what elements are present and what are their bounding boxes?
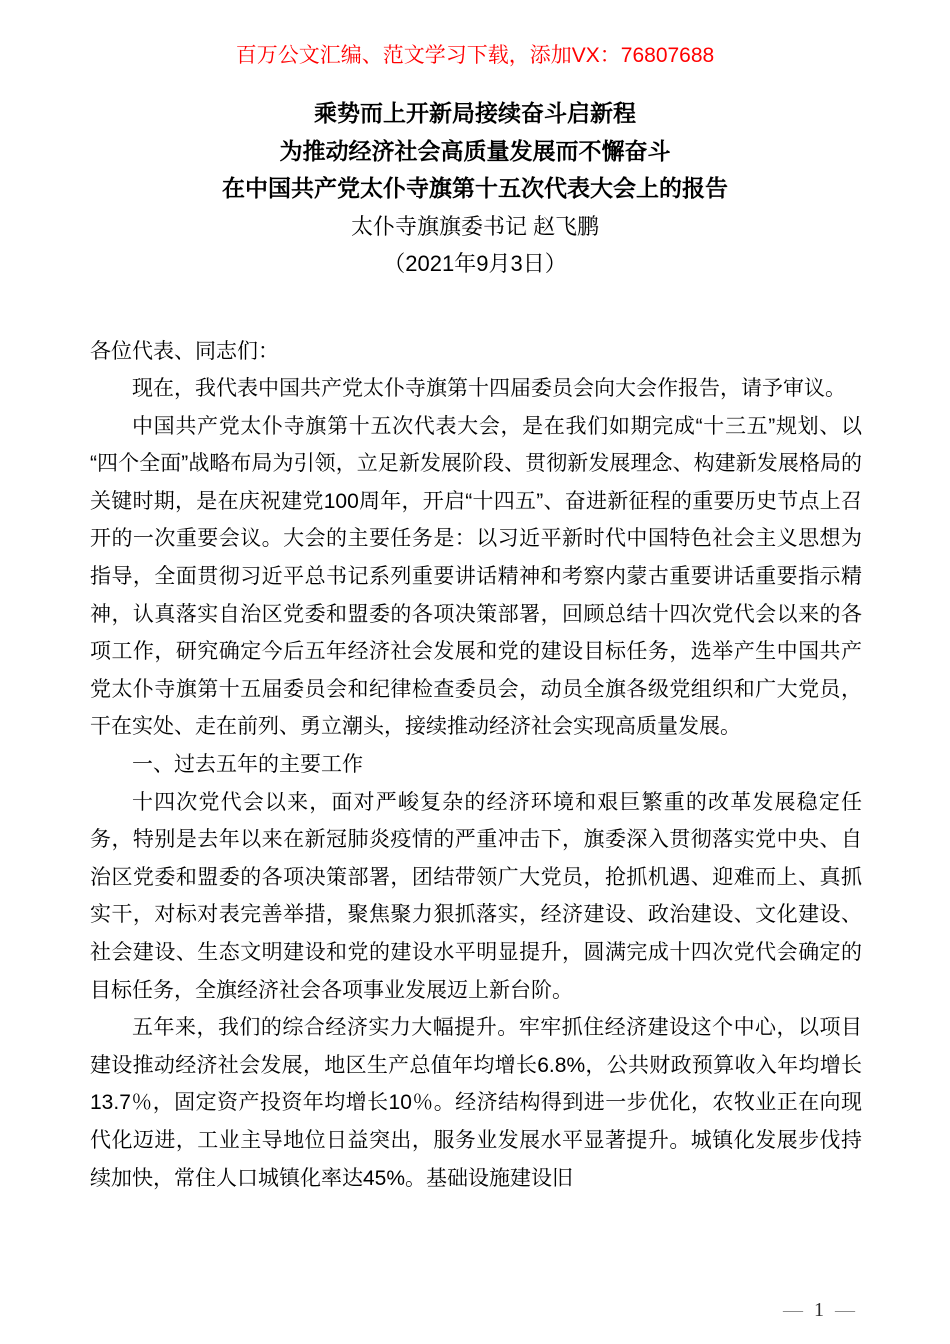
title-block (0, 95, 950, 283)
salutation: 各位代表、同志们： (90, 339, 279, 363)
document-title-line-2: 为推动经济社会高质量发展而不懈奋斗 (279, 137, 671, 164)
paragraph-intro: 现在，我代表中国共产党太仆寺旗第十四届委员会向大会作报告，请予审议。 (132, 377, 846, 401)
paragraph-congress-tasks: 中国共产党太仆寺旗第十五次代表大会，是在我们如期完成“十三五”规划、以“四个全面”战略布局为引领，立足新发展阶段、贯彻新发展理念、构建新发展格局的关键时期，是在庆祝建党100周年，开启“十四五”、奋进新征程的重要历史节点上召开的一次重要会议。大会的主要任务是：以习近平新时代中国特色社会主义思想为指导，全面贯彻习近平总书记系列重要讲话精神和考察内蒙古重要讲话重要指示精神，认真落实自治区党委和盟委的各项决策部署，回顾总结十四次党代会以来的各项工作，研究确定今后五年经济社会发展和党的建设目标任务，选举产生中国共产党太仆寺旗第十五届委员会和纪律检查委员会，动员全旗各级党组织和广大党员，干在实处、走在前列、勇立潮头，接续推动经济社会实现高质量发展。 (90, 414, 862, 739)
page-number-dash-left: — (783, 1299, 803, 1321)
document-body (90, 333, 862, 1198)
section-heading: 一、过去五年的主要工作 (132, 753, 363, 777)
page-number-value: 1 (814, 1299, 824, 1321)
paragraph-economic-growth: 五年来，我们的综合经济实力大幅提升。牢牢抓住经济建设这个中心，以项目建设推动经济社会发展，地区生产总值年均增长6.8%，公共财政预算收入年均增长13.7％，固定资产投资年均增长10％。经济结构得到进一步优化，农牧业正在向现代化迈进，工业主导地位日益突出，服务业发展水平显著提升。城镇化发展步伐持续加快，常住人口城镇化率达45%。基础设施建设旧 (90, 1016, 862, 1190)
page-number-dash-right: — (835, 1299, 855, 1321)
author-byline: 太仆寺旗旗委书记 赵飞鹏 (350, 213, 600, 239)
paragraph-past-five-years: 十四次党代会以来，面对严峻复杂的经济环境和艰巨繁重的改革发展稳定任务，特别是去年以来在新冠肺炎疫情的严重冲击下，旗委深入贯彻落实党中央、自治区党委和盟委的各项决策部署，团结带领广大党员，抢抓机遇、迎难而上、真抓实干，对标对表完善举措，聚焦聚力狠抓落实，经济建设、政治建设、文化建设、社会建设、生态文明建设和党的建设水平明显提升，圆满完成十四次党代会确定的目标任务，全旗经济社会各项事业发展迈上新台阶。 (90, 790, 862, 1002)
watermark-notice: 百万公文汇编、范文学习下载，添加VX：76807688 (235, 44, 715, 67)
date-line: （2021年9月3日） (383, 251, 567, 276)
document-title-line-3: 在中国共产党太仆寺旗第十五次代表大会上的报告 (222, 175, 728, 201)
document-title-line-1: 乘势而上开新局接续奋斗启新程 (314, 100, 636, 126)
page-number (783, 1299, 855, 1322)
